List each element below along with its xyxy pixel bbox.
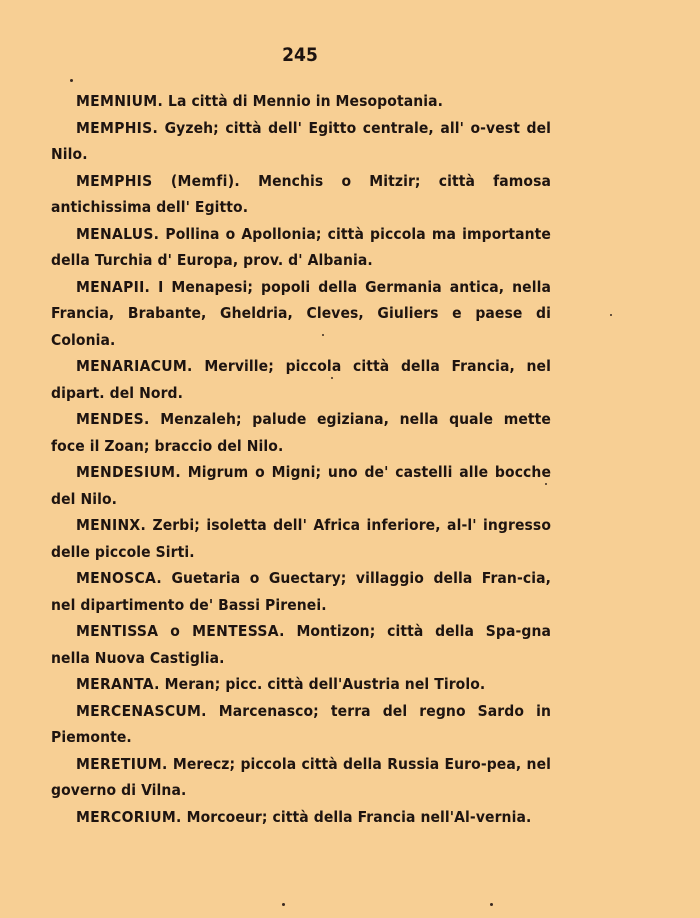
dictionary-entry (51, 618, 551, 671)
print-speck (322, 334, 324, 336)
dictionary-entry (51, 221, 551, 274)
dictionary-entry (51, 406, 551, 459)
entry-headword: MENOSCA. (76, 569, 162, 587)
entry-headword: MENDESIUM. (76, 463, 181, 481)
dictionary-entry (51, 698, 551, 751)
dictionary-entry (51, 512, 551, 565)
entry-text: Marcenasco; terra del regno Sardo in Piemonte. (51, 701, 551, 746)
entry-text: Merville; piccola città della Francia, nel dipart. del Nord. (51, 357, 551, 402)
dictionary-entry (51, 751, 551, 804)
entry-text: Zerbi; isoletta dell' Africa inferiore, al-l' ingresso delle piccole Sirti. (51, 516, 552, 561)
dictionary-entry (51, 565, 551, 618)
dictionary-entry (51, 459, 551, 512)
entry-headword: MENDES. (76, 410, 150, 428)
entry-headword: MEMPHIS. (76, 118, 159, 137)
entry-headword: MERCENASCUM. (76, 701, 207, 720)
entry-text: La città di Mennio in Mesopotania. (168, 92, 444, 110)
page-number: 245 (282, 44, 318, 66)
entry-headword: MERCORIUM. (76, 807, 182, 826)
dictionary-entry (51, 804, 551, 831)
entry-text: Guetaria o Guectary; villaggio della Fran-cia, nel dipartimento de' Bassi Pirenei. (51, 569, 552, 614)
entry-headword: MEMPHIS (Memfi). (76, 171, 240, 190)
entry-headword: MERETIUM. (76, 754, 168, 773)
print-speck (282, 903, 285, 906)
dictionary-entry (51, 353, 551, 406)
dictionary-entries (51, 88, 551, 830)
entry-text: Merecz; piccola città della Russia Euro-pea, nel governo di Vilna. (51, 754, 552, 799)
entry-headword: MERANTA. (76, 675, 160, 693)
entry-headword: MENINX. (76, 516, 147, 534)
entry-text: Migrum o Migni; uno de' castelli alle bocche del Nilo. (51, 463, 552, 508)
entry-text: Pollina o Apollonia; città piccola ma importante della Turchia d' Europa, prov. d' Albania. (51, 224, 551, 269)
entry-headword: MENALUS. (76, 224, 160, 243)
print-speck (331, 377, 333, 379)
dictionary-entry (51, 671, 551, 698)
print-speck (610, 314, 612, 316)
dictionary-entry (51, 115, 551, 168)
dictionary-entry (51, 88, 551, 115)
entry-headword: MENTISSA o MENTESSA. (76, 622, 285, 640)
entry-headword: MEMNIUM. (76, 92, 164, 110)
print-speck (490, 903, 493, 906)
entry-text: I Menapesi; popoli della Germania antica, nella Francia, Brabante, Gheldria, Cleves, Giuliers e paese di Colonia. (51, 277, 551, 349)
entry-text: Menchis o Mitzir; città famosa antichissima dell' Egitto. (51, 171, 552, 216)
print-speck (545, 483, 547, 485)
entry-text: Gyzeh; città dell' Egitto centrale, all' o-vest del Nilo. (51, 118, 552, 163)
dictionary-entry (51, 274, 551, 354)
dictionary-entry (51, 168, 551, 221)
entry-text: Menzaleh; palude egiziana, nella quale mette foce il Zoan; braccio del Nilo. (51, 410, 551, 455)
entry-headword: MENAPII. (76, 277, 151, 296)
entry-text: Montizon; città della Spa-gna nella Nuova Castiglia. (51, 622, 551, 667)
entry-text: Meran; picc. città dell'Austria nel Tirolo. (164, 675, 486, 693)
print-speck (70, 79, 73, 82)
entry-headword: MENARIACUM. (76, 357, 193, 375)
entry-text: Morcoeur; città della Francia nell'Al-vernia. (186, 807, 532, 826)
